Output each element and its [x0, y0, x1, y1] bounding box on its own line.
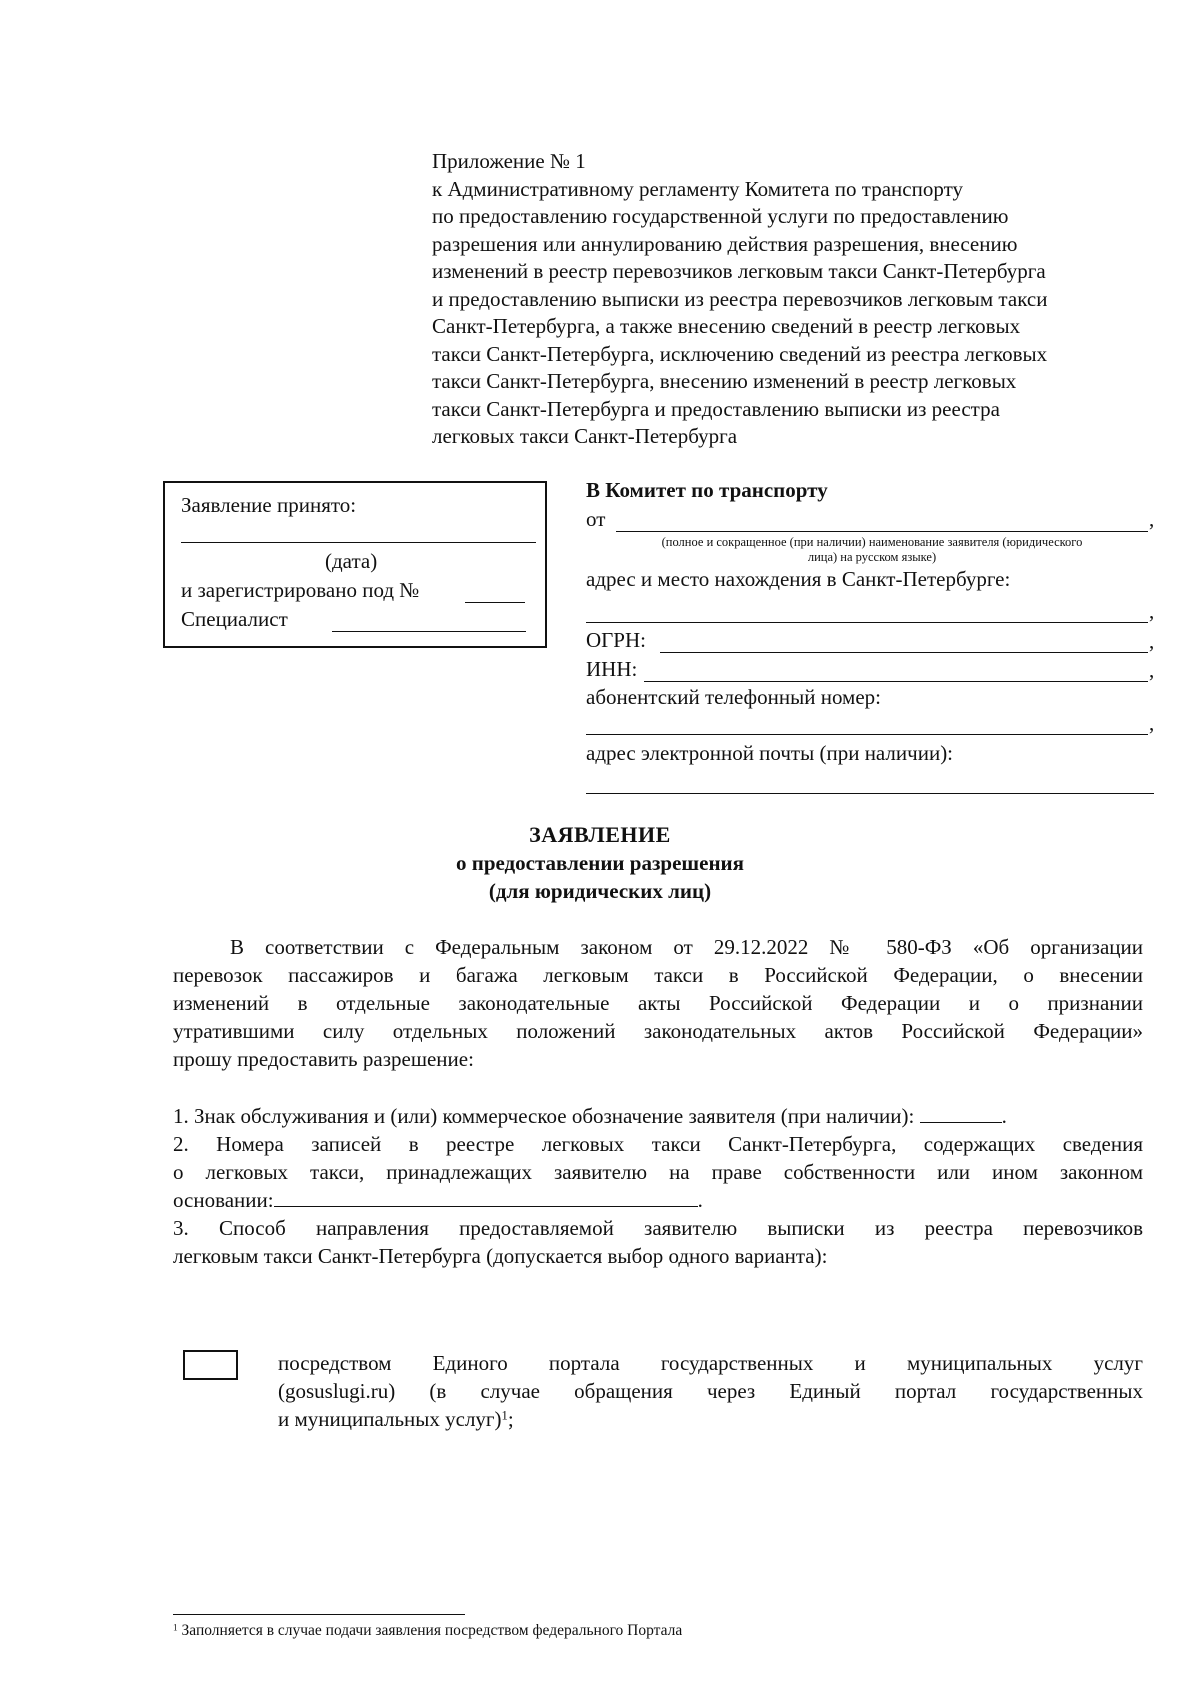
paragraph-line: В соответствии с Федеральным законом от 29.12.2022 № 580-ФЗ «Об организации	[230, 935, 1143, 959]
footnote-divider	[173, 1614, 465, 1615]
accepted-label: Заявление принято:	[181, 493, 357, 517]
item-3-line: 3. Способ направления предоставляемой заявителю выписки из реестра перевозчиков	[173, 1216, 1143, 1240]
option-line	[278, 1405, 1143, 1433]
appendix-line: Приложение № 1	[432, 149, 586, 173]
acceptance-stamp-box	[163, 481, 547, 648]
appendix-header	[432, 148, 1152, 451]
appendix-line: разрешения или аннулированию действия разрешения, внесению	[432, 231, 1018, 256]
phone-label: абонентский телефонный номер:	[586, 685, 882, 709]
service-mark-line[interactable]	[920, 1122, 1002, 1123]
registered-label: и зарегистрировано под №	[181, 578, 420, 602]
from-note-line: лица) на русском языке)	[807, 550, 937, 564]
from-note	[592, 535, 1152, 565]
item-1	[173, 1102, 1143, 1130]
appendix-line: такси Санкт-Петербурга и предоставлению выписки из реестра	[432, 396, 1000, 421]
ogrn-label: ОГРН:	[586, 628, 646, 652]
item-2-text: основании:	[173, 1188, 274, 1212]
email-line[interactable]	[586, 793, 1154, 794]
paragraph-line: изменений в отдельные законодательные акты Российской Федерации и о признании	[173, 991, 1143, 1015]
option-line: посредством Единого портала государственных и муниципальных услуг	[278, 1351, 1143, 1375]
from-label: от	[586, 507, 606, 531]
phone-line[interactable]	[586, 734, 1148, 735]
registration-number-line[interactable]	[465, 602, 525, 603]
footnote	[173, 1622, 682, 1640]
item-2-line: 2. Номера записей в реестре легковых такси Санкт-Петербурга, содержащих сведения	[173, 1132, 1143, 1156]
option-line: (gosuslugi.ru) (в случае обращения через Единый портал государственных	[278, 1379, 1143, 1403]
paragraph-line: прошу предоставить разрешение:	[173, 1047, 474, 1071]
appendix-line: Санкт-Петербурга, а также внесению сведений в реестр легковых	[432, 314, 1021, 338]
appendix-line: такси Санкт-Петербурга, исключению сведений из реестра легковых	[432, 341, 1048, 366]
items-list	[173, 1102, 1143, 1270]
item-1-text: 1. Знак обслуживания и (или) коммерческое обозначение заявителя (при наличии):	[173, 1104, 915, 1128]
appendix-line: по предоставлению государственной услуги по предоставлению	[432, 204, 1009, 228]
delivery-option-text	[278, 1349, 1143, 1433]
item-1-end: .	[1001, 1104, 1007, 1128]
footnote-text: Заполняется в случае подачи заявления посредством федерального Портала	[181, 1622, 683, 1639]
comma: ,	[1149, 711, 1155, 735]
addressee-title: В Комитет по транспорту	[586, 478, 828, 502]
comma: ,	[1149, 507, 1155, 531]
email-label: адрес электронной почты (при наличии):	[586, 741, 954, 765]
intro-paragraph	[173, 933, 1143, 1073]
appendix-line: изменений в реестр перевозчиков легковым такси Санкт-Петербурга	[432, 259, 1046, 283]
item-2-line: о легковых такси, принадлежащих заявителю на праве собственности или ином законном	[173, 1160, 1143, 1184]
comma: ,	[1149, 629, 1155, 653]
appendix-line: легковых такси Санкт-Петербурга	[432, 424, 738, 448]
option-text: и муниципальных услуг)	[278, 1407, 502, 1431]
date-label: (дата)	[325, 549, 378, 573]
item-2-line	[173, 1186, 1143, 1214]
ogrn-line[interactable]	[660, 652, 1148, 653]
document-subtitle: о предоставлении разрешения	[455, 851, 745, 875]
footnote-mark: 1	[501, 1408, 508, 1423]
inn-line[interactable]	[644, 681, 1148, 682]
inn-label: ИНН:	[586, 657, 638, 681]
address-label: адрес и место нахождения в Санкт-Петербурге:	[586, 567, 1011, 591]
option-end: ;	[507, 1407, 514, 1431]
appendix-line: и предоставлению выписки из реестра перевозчиков легковым такси	[432, 286, 1048, 311]
comma: ,	[1149, 658, 1155, 682]
appendix-line: к Административному регламенту Комитета по транспорту	[432, 176, 963, 201]
appendix-line: такси Санкт-Петербурга, внесению изменений в реестр легковых	[432, 369, 1017, 393]
delivery-option-checkbox[interactable]	[183, 1350, 238, 1380]
document-subtitle: (для юридических лиц)	[488, 879, 712, 903]
paragraph-line: утратившими силу отдельных положений законодательных актов Российской Федерации»	[173, 1019, 1143, 1043]
applicant-name-line[interactable]	[616, 531, 1148, 532]
specialist-label: Специалист	[181, 607, 288, 631]
address-line[interactable]	[586, 622, 1148, 623]
item-2-end: .	[697, 1188, 703, 1212]
paragraph-line: перевозок пассажиров и багажа легковым такси в Российской Федерации, о внесении	[173, 963, 1143, 987]
item-3-line: легковым такси Санкт-Петербурга (допускается выбор одного варианта):	[173, 1244, 828, 1268]
registry-records-line[interactable]	[274, 1206, 698, 1207]
footnote-number: 1	[173, 1623, 178, 1634]
comma: ,	[1149, 599, 1155, 623]
specialist-signature-line[interactable]	[332, 631, 526, 632]
from-note-line: (полное и сокращенное (при наличии) наименование заявителя (юридического	[661, 535, 1083, 549]
document-title: ЗАЯВЛЕНИЕ	[529, 822, 671, 847]
acceptance-blank-line[interactable]	[181, 542, 536, 543]
